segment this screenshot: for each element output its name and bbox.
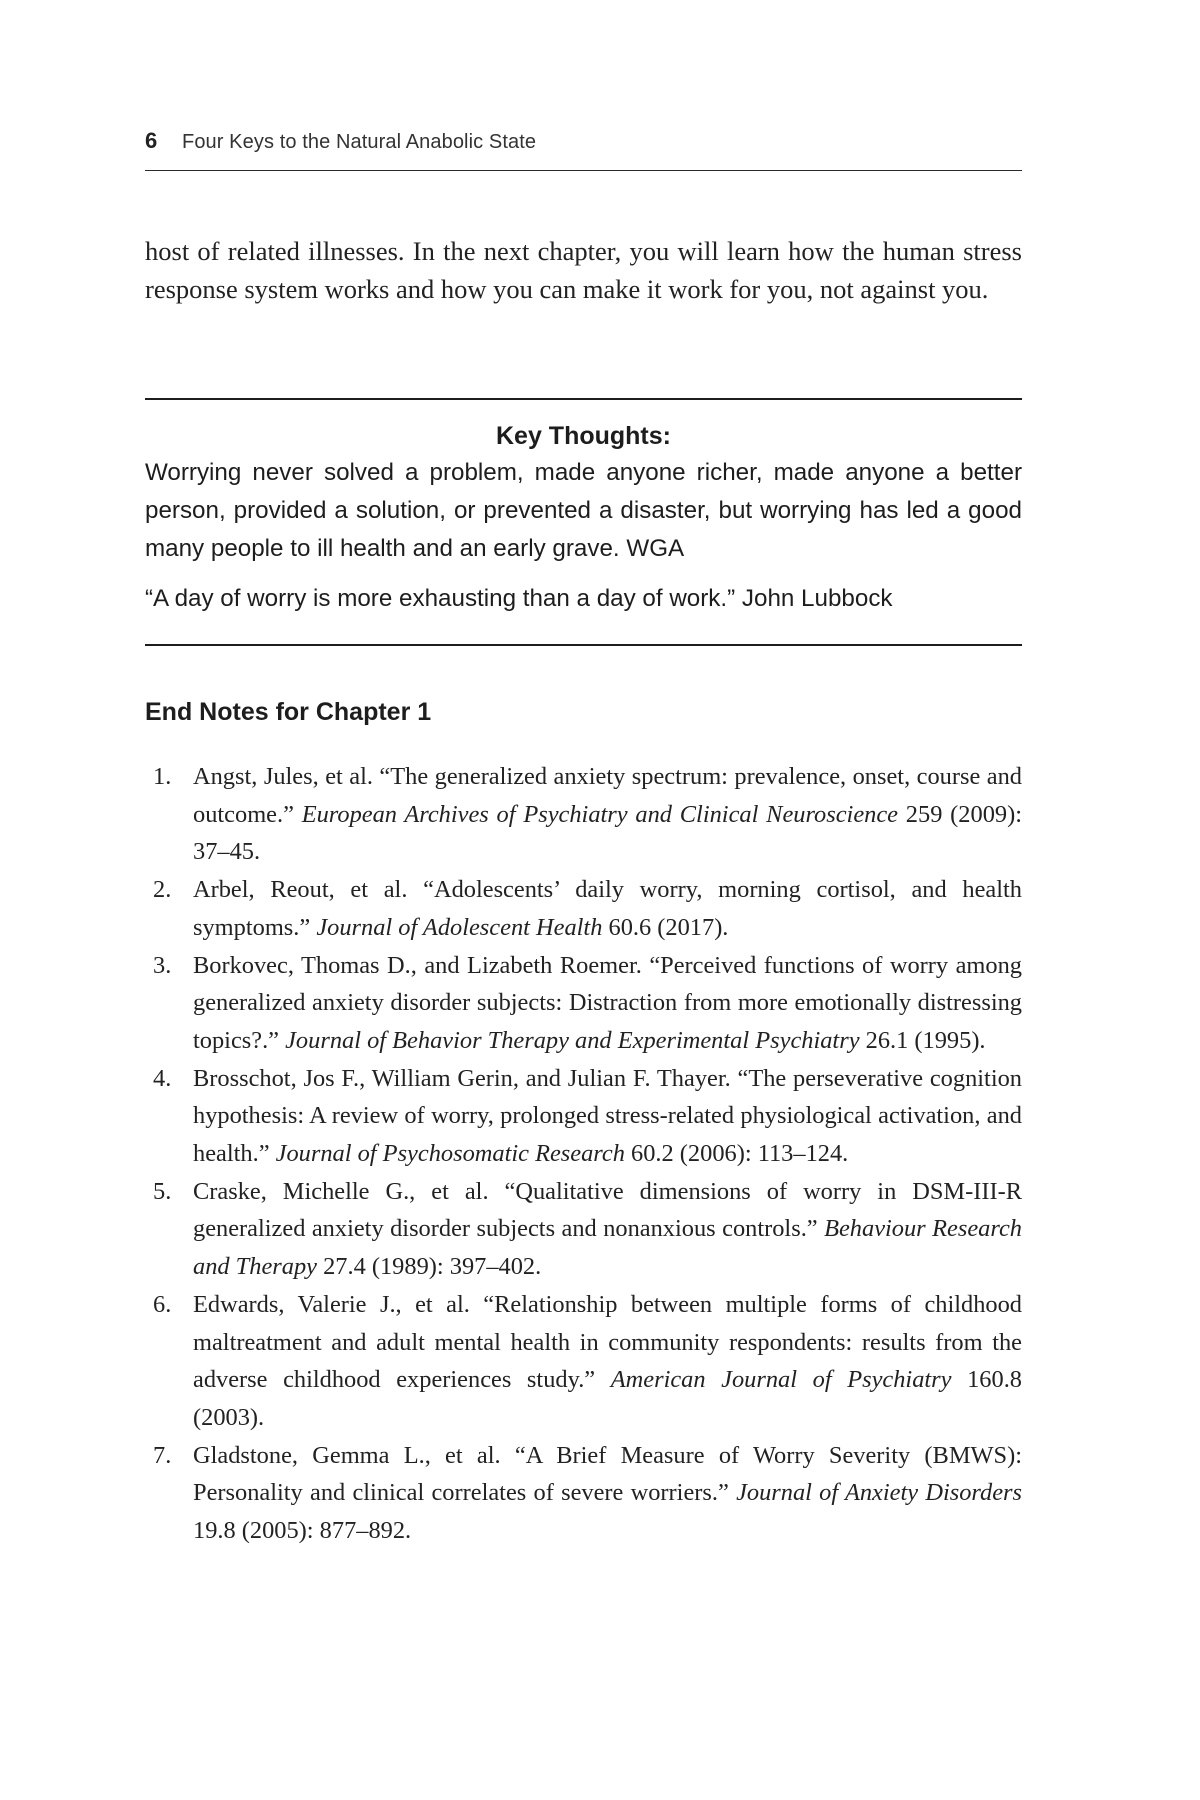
running-title: Four Keys to the Natural Anabolic State — [182, 131, 537, 153]
running-header — [145, 128, 1022, 171]
end-note-journal: European Archives of Psychiatry and Clinical Neuroscience — [301, 800, 899, 828]
end-note-number: 1. — [153, 763, 172, 790]
end-note-details: 27.4 (1989): 397–402. — [316, 1253, 542, 1281]
key-thoughts-quote: “A day of worry is more exhausting than a day of work.” John Lubbock — [145, 585, 893, 612]
end-note-item — [145, 1060, 1022, 1173]
end-note-citation: Brosschot, Jos F., William Gerin, and Julian F. Thayer. “The perseverative cognition hypothesis: A review of worry, prolonged stress-related physiological activation, and health.” — [193, 1064, 1022, 1168]
end-note-number: 4. — [153, 1064, 172, 1092]
body-paragraph: host of related illnesses. In the next chapter, you will learn how the human stress response system works and how you can make it work for you, not against you. — [145, 236, 1022, 304]
end-note-number: 2. — [153, 876, 172, 904]
end-note-number: 6. — [153, 1290, 172, 1318]
page-number: 6 — [145, 128, 158, 153]
end-note-journal: Journal of Adolescent Health — [316, 913, 603, 941]
end-note-item — [145, 1173, 1022, 1286]
end-note-item — [145, 1437, 1022, 1550]
end-note-item — [145, 758, 1022, 871]
end-note-journal: American Journal of Psychiatry — [610, 1366, 952, 1394]
end-note-journal: Journal of Anxiety Disorders — [736, 1479, 1023, 1507]
end-note-details: 259 (2009): 37–45. — [193, 800, 1022, 866]
end-note-details: 19.8 (2005): 877–892. — [193, 1517, 412, 1545]
end-notes-heading: End Notes for Chapter 1 — [145, 698, 432, 726]
key-thoughts-title: Key Thoughts: — [496, 422, 671, 450]
end-note-details: 60.2 (2006): 113–124. — [624, 1140, 849, 1168]
end-note-citation: Angst, Jules, et al. “The generalized anxiety spectrum: prevalence, onset, course and outcome.” — [193, 763, 1022, 828]
end-note-details: 160.8 (2003). — [193, 1366, 1022, 1431]
key-thoughts-text: Worrying never solved a problem, made anyone richer, made anyone a better person, provided a solution, or prevented a disaster, but worrying has led a good many people to ill health and an early grave. WGA — [145, 459, 1022, 562]
end-note-citation: Borkovec, Thomas D., and Lizabeth Roemer. “Perceived functions of worry among generalized anxiety disorder subjects: Distraction from more emotionally distressing topics?.” — [193, 951, 1022, 1054]
end-note-item — [145, 947, 1022, 1060]
end-note-citation: Arbel, Reout, et al. “Adolescents’ daily worry, morning cortisol, and health symptoms.” — [193, 876, 1022, 941]
end-note-citation: Edwards, Valerie J., et al. “Relationship between multiple forms of childhood maltreatment and adult mental health in community respondents: results from the adverse childhood experiences study.” — [193, 1290, 1022, 1394]
end-note-citation: Craske, Michelle G., et al. “Qualitative dimensions of worry in DSM-III-R generalized anxiety disorder subjects and nonanxious controls.” — [193, 1177, 1022, 1243]
end-note-item — [145, 871, 1022, 946]
end-note-citation: Gladstone, Gemma L., et al. “A Brief Measure of Worry Severity (BMWS): Personality and clinical correlates of severe worriers.” — [193, 1441, 1022, 1507]
end-note-item — [145, 1286, 1022, 1437]
end-note-number: 7. — [153, 1441, 172, 1469]
end-note-journal: Behaviour Research and Therapy — [193, 1215, 1022, 1281]
end-note-journal: Journal of Behavior Therapy and Experimental Psychiatry — [285, 1026, 860, 1054]
end-note-details: 60.6 (2017). — [602, 913, 729, 941]
end-note-journal: Journal of Psychosomatic Research — [275, 1140, 625, 1168]
end-note-details: 26.1 (1995). — [859, 1026, 986, 1054]
end-note-number: 5. — [153, 1177, 172, 1205]
key-thoughts-box — [145, 398, 1022, 646]
end-notes-list — [145, 758, 1022, 1550]
end-note-number: 3. — [153, 951, 172, 979]
